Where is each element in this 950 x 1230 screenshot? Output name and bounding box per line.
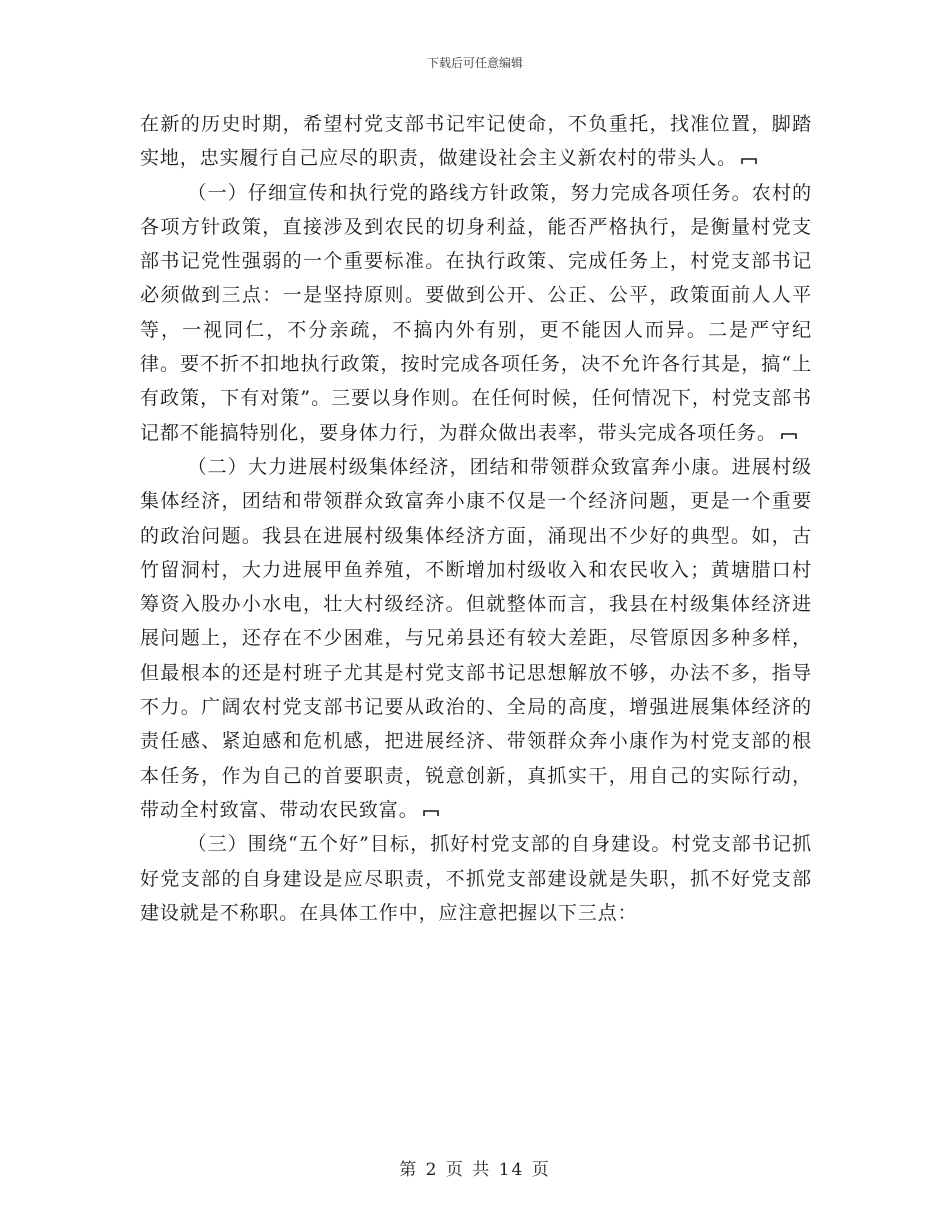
paragraph-mark-icon [741,157,757,165]
paragraph-section-1 [140,176,812,450]
page-header-note: 下载后可任意编辑 [426,56,523,70]
paragraph-text: （一）仔细宣传和执行党的路线方针政策，努力完成各项任务。农村的各项方针政策，直接涉及到农民的切身利益，能否严格执行，是衡量村党支部书记党性强弱的一个重要标准。在执行政策、完成任务上，村党支部书记必须做到三点：一是坚持原则。要做到公开、公正、公平，政策面前人人平等，一视同仁，不分亲疏，不搞内外有别，更不能因人而异。二是严守纪律。要不折不扣地执行政策，按时完成各项任务，决不允许各行其是，搞“上有政策，下有对策”。三要以身作则。在任何时候，任何情况下，村党支部书记都不能搞特别化，要身体力行，为群众做出表率，带头完成各项任务。 [140,181,812,444]
paragraph-section-3 [140,827,812,930]
paragraph-mark-icon [781,432,797,440]
document-body [140,107,812,930]
paragraph-intro [140,107,812,176]
paragraph-text: 在新的历史时期，希望村党支部书记牢记使命，不负重托，找准位置，脚踏实地，忠实履行自己应尽的职责，做建设社会主义新农村的带头人。 [140,113,812,170]
page-footer-number: 第 2 页 共 14 页 [399,1160,551,1180]
paragraph-text: （二）大力进展村级集体经济，团结和带领群众致富奔小康。进展村级集体经济，团结和带领群众致富奔小康不仅是一个经济问题，更是一个重要的政治问题。我县在进展村级集体经济方面，涌现出不少好的典型。如，古竹留洞村，大力进展甲鱼养殖，不断增加村级收入和农民收入；黄塘腊口村筹资入股办小水电，壮大村级经济。但就整体而言，我县在村级集体经济进展问题上，还存在不少困难，与兄弟县还有较大差距，尽管原因多种多样，但最根本的还是村班子尤其是村党支部书记思想解放不够，办法不多，指导不力。广阔农村党支部书记要从政治的、全局的高度，增强进展集体经济的责任感、紧迫感和危机感，把进展经济、带领群众奔小康作为村党支部的根本任务，作为自己的首要职责，锐意创新，真抓实干，用自己的实际行动，带动全村致富、带动农民致富。 [140,455,812,821]
paragraph-mark-icon [423,809,439,817]
paragraph-text: （三）围绕“五个好”目标，抓好村党支部的自身建设。村党支部书记抓好党支部的自身建设是应尽职责，不抓党支部建设就是失职，抓不好党支部建设就是不称职。在具体工作中，应注意把握以下三点： [140,833,812,924]
paragraph-section-2 [140,450,812,827]
